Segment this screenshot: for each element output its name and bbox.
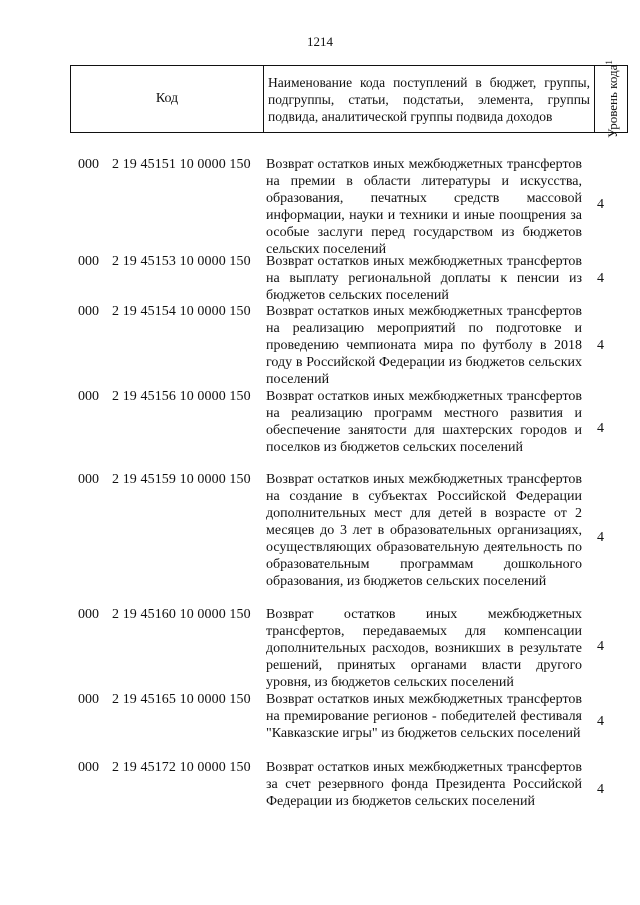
admin-code: 000	[78, 472, 99, 487]
revenue-code: 2 19 45172 10 0000 150	[112, 760, 251, 775]
admin-code: 000	[78, 254, 99, 269]
revenue-name: Возврат остатков иных межбюджетных трансфертов на премирование регионов - победителей фестиваля "Кавказские игры" из бюджетов сельских поселений	[266, 692, 582, 741]
admin-code: 000	[78, 157, 99, 172]
admin-code: 000	[78, 304, 99, 319]
level-value: 4	[597, 271, 604, 286]
level-value: 4	[597, 782, 604, 797]
header-level-label: Уровень кода	[605, 64, 621, 138]
page-number: 1214	[307, 34, 333, 49]
revenue-code: 2 19 45151 10 0000 150	[112, 157, 251, 172]
table-header	[70, 60, 628, 138]
level-value: 4	[597, 338, 604, 353]
revenue-name: Возврат остатков иных межбюджетных трансфертов, передаваемых для компенсации дополнительных расходов, возникших в результате решений, принятых органами власти другого уровня, из бюджетов сельских поселений	[266, 607, 582, 690]
revenue-name: Возврат остатков иных межбюджетных трансфертов на реализацию мероприятий по подготовке и проведению чемпионата мира по футболу в 2018 году в Российской Федерации из бюджетов сельских поселений	[266, 304, 582, 387]
header-name-label: Наименование кода поступлений в бюджет, группы, подгруппы, статьи, подстатьи, элемента, группы подвида, аналитической группы подвида доходов	[268, 74, 590, 124]
level-value: 4	[597, 714, 604, 729]
header-level-cell	[595, 60, 628, 138]
header-code-label: Код	[155, 91, 179, 106]
revenue-name: Возврат остатков иных межбюджетных трансфертов на создание в субъектах Российской Федерации дополнительных мест для детей в возрасте от 2 месяцев до 3 лет в образовательных организациях, осуществляющих образовательную деятельность по образовательным программам дошкольного образования, из бюджетов сельских поселений	[266, 472, 582, 589]
level-value: 4	[597, 197, 604, 212]
level-value: 4	[597, 639, 604, 654]
admin-code: 000	[78, 692, 99, 707]
revenue-name: Возврат остатков иных межбюджетных трансфертов на реализацию программ местного развития и обеспечение занятости для шахтерских городов и поселков из бюджетов сельских поселений	[266, 389, 582, 455]
level-value: 4	[597, 530, 604, 545]
revenue-code: 2 19 45156 10 0000 150	[112, 389, 251, 404]
revenue-code: 2 19 45160 10 0000 150	[112, 607, 251, 622]
header-code-cell	[71, 66, 264, 133]
header-name-cell	[264, 66, 595, 133]
revenue-code: 2 19 45154 10 0000 150	[112, 304, 251, 319]
admin-code: 000	[78, 607, 99, 622]
revenue-code: 2 19 45159 10 0000 150	[112, 472, 251, 487]
level-value: 4	[597, 421, 604, 436]
revenue-code: 2 19 45165 10 0000 150	[112, 692, 251, 707]
revenue-name: Возврат остатков иных межбюджетных трансфертов на премии в области литературы и искусства, образования, печатных средств массовой информации, науки и техники и иные поощрения за особые заслуги перед государством из бюджетов сельских поселений	[266, 157, 582, 257]
header-level-text	[603, 60, 619, 138]
revenue-name: Возврат остатков иных межбюджетных трансфертов на выплату региональной доплаты к пенсии из бюджетов сельских поселений	[266, 254, 582, 303]
admin-code: 000	[78, 389, 99, 404]
revenue-code: 2 19 45153 10 0000 150	[112, 254, 251, 269]
admin-code: 000	[78, 760, 99, 775]
header-level-footnote: 1	[603, 60, 614, 65]
revenue-name: Возврат остатков иных межбюджетных трансфертов за счет резервного фонда Президента Российской Федерации из бюджетов сельских поселений	[266, 760, 582, 809]
